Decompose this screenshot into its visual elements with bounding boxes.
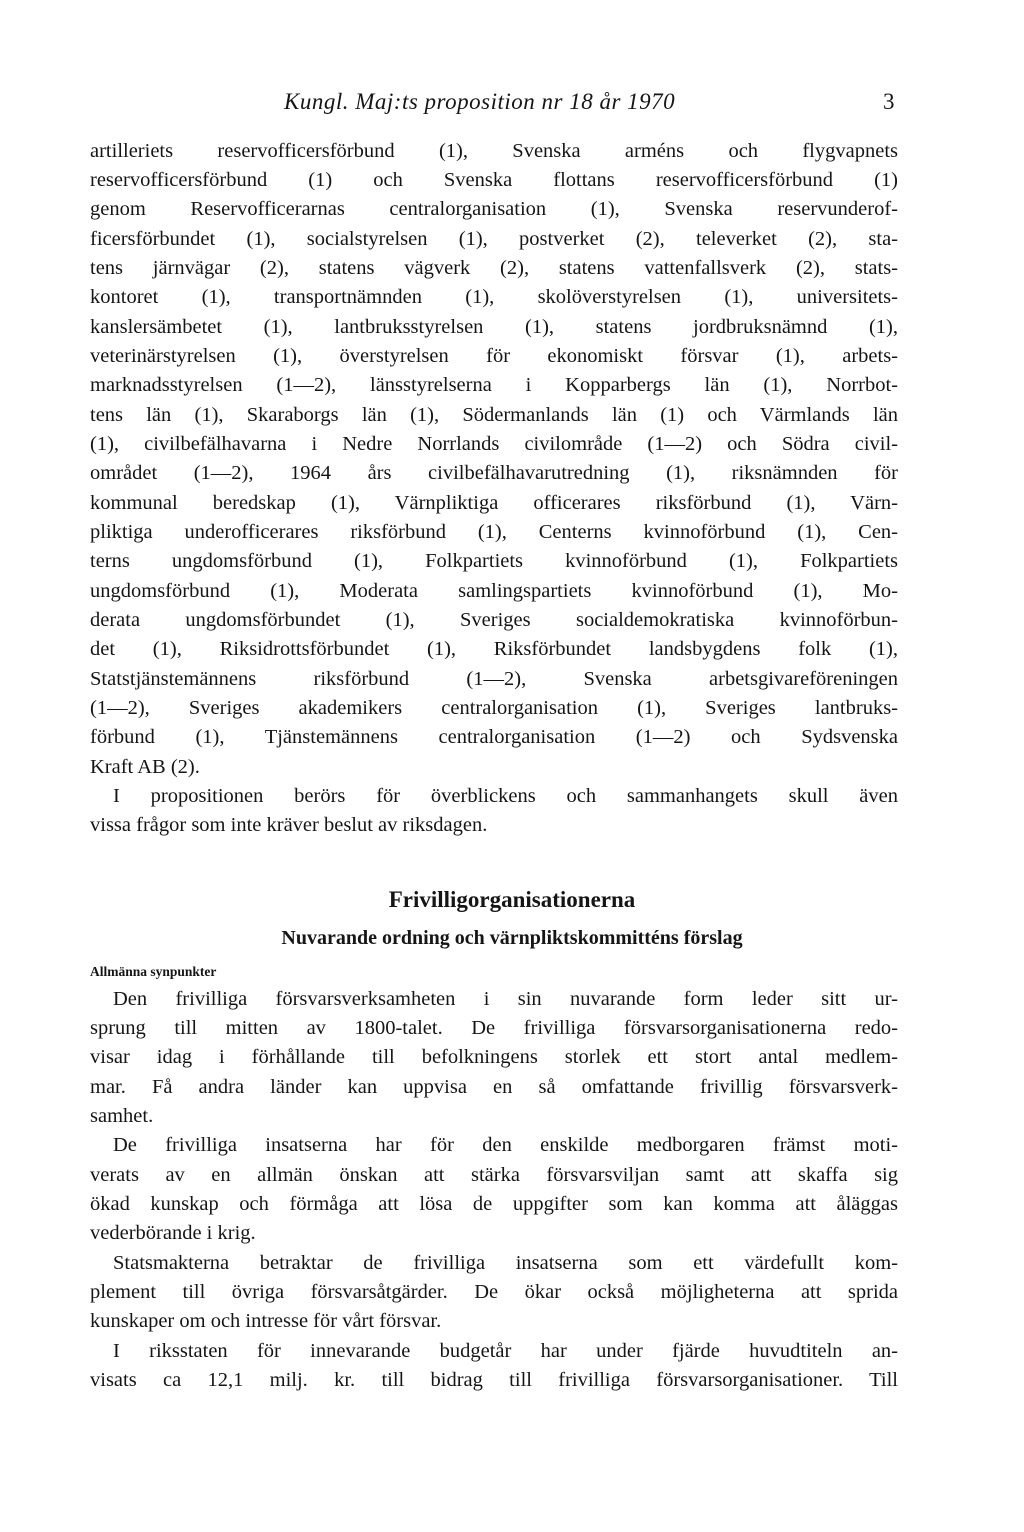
text-line: samhet. (90, 1105, 154, 1127)
text-line: det (1), Riksidrottsförbundet (1), Riksförbundet landsbygdens folk (1), (90, 638, 898, 660)
text-line: reservofficersförbund (1) och Svenska flottans reservofficersförbund (1) (90, 169, 898, 191)
page-number: 3 (883, 89, 895, 114)
text-line: pliktiga underofficerares riksförbund (1), Centerns kvinnoförbund (1), Cen- (90, 521, 898, 543)
text-line: I riksstaten för innevarande budgetår har under fjärde huvudtiteln an- (113, 1340, 898, 1362)
text-line: I propositionen berörs för överblickens och sammanhangets skull även (113, 785, 898, 807)
text-line: Statsmakterna betraktar de frivilliga insatserna som ett värdefullt kom- (113, 1252, 898, 1274)
text-line: (1), civilbefälhavarna i Nedre Norrlands civilområde (1—2) och Södra civil- (90, 433, 898, 455)
text-line: visats ca 12,1 milj. kr. till bidrag till frivilliga försvarsorganisationer. Till (90, 1369, 898, 1391)
text-line: artilleriets reservofficersförbund (1), Svenska arméns och flygvapnets (90, 140, 898, 162)
text-line: verats av en allmän önskan att stärka försvarsviljan samt att skaffa sig (90, 1164, 898, 1186)
text-line: sprung till mitten av 1800-talet. De frivilliga försvarsorganisationerna redo- (90, 1017, 898, 1039)
text-line: vederbörande i krig. (90, 1222, 256, 1244)
text-line: kontoret (1), transportnämnden (1), skolöverstyrelsen (1), universitets- (90, 286, 898, 308)
text-line: marknadsstyrelsen (1—2), länsstyrelserna i Kopparbergs län (1), Norrbot- (90, 374, 898, 396)
text-line: (1—2), Sveriges akademikers centralorganisation (1), Sveriges lantbruks- (90, 697, 898, 719)
text-line: kunskaper om och intresse för vårt försvar. (90, 1310, 442, 1332)
text-line: området (1—2), 1964 års civilbefälhavarutredning (1), riksnämnden för (90, 462, 898, 484)
margin-label: Allmänna synpunkter (90, 964, 217, 979)
text-line: ungdomsförbund (1), Moderata samlingspartiets kvinnoförbund (1), Mo- (90, 580, 898, 602)
text-line: tens järnvägar (2), statens vägverk (2), statens vattenfallsverk (2), stats- (90, 257, 898, 279)
text-line: tens län (1), Skaraborgs län (1), Södermanlands län (1) och Värmlands län (90, 404, 898, 426)
section-heading: Frivilligorganisationerna (388, 887, 636, 912)
page-header (0, 84, 1024, 120)
text-line: plement till övriga försvarsåtgärder. De ökar också möjligheterna att sprida (90, 1281, 898, 1303)
text-line: De frivilliga insatserna har för den enskilde medborgaren främst moti- (113, 1134, 898, 1156)
text-line: vissa frågor som inte kräver beslut av riksdagen. (90, 814, 488, 836)
text-line: genom Reservofficerarnas centralorganisation (1), Svenska reservunderof- (90, 198, 898, 220)
text-line: Kraft AB (2). (90, 756, 200, 778)
text-line: derata ungdomsförbundet (1), Sveriges socialdemokratiska kvinnoförbun- (90, 609, 898, 631)
text-line: Statstjänstemännens riksförbund (1—2), Svenska arbetsgivareföreningen (90, 668, 898, 690)
text-line: ficersförbundet (1), socialstyrelsen (1), postverket (2), televerket (2), sta- (90, 228, 898, 250)
text-line: kommunal beredskap (1), Värnpliktiga officerares riksförbund (1), Värn- (90, 492, 898, 514)
text-line: mar. Få andra länder kan uppvisa en så omfattande frivillig försvarsverk- (90, 1076, 898, 1098)
text-line: visar idag i förhållande till befolkningens storlek ett stort antal medlem- (90, 1046, 898, 1068)
running-title: Kungl. Maj:ts proposition nr 18 år 1970 (284, 89, 676, 114)
text-line: kanslersämbetet (1), lantbruksstyrelsen (1), statens jordbruksnämnd (1), (90, 316, 898, 338)
section-subheading: Nuvarande ordning och värnpliktskommitténs förslag (281, 927, 743, 949)
text-line: veterinärstyrelsen (1), överstyrelsen för ekonomiskt försvar (1), arbets- (90, 345, 898, 367)
text-line: terns ungdomsförbund (1), Folkpartiets kvinnoförbund (1), Folkpartiets (90, 550, 898, 572)
text-line: ökad kunskap och förmåga att lösa de uppgifter som kan komma att åläggas (90, 1193, 898, 1215)
text-line: Den frivilliga försvarsverksamheten i sin nuvarande form leder sitt ur- (113, 988, 898, 1010)
text-line: förbund (1), Tjänstemännens centralorganisation (1—2) och Sydsvenska (90, 726, 898, 748)
